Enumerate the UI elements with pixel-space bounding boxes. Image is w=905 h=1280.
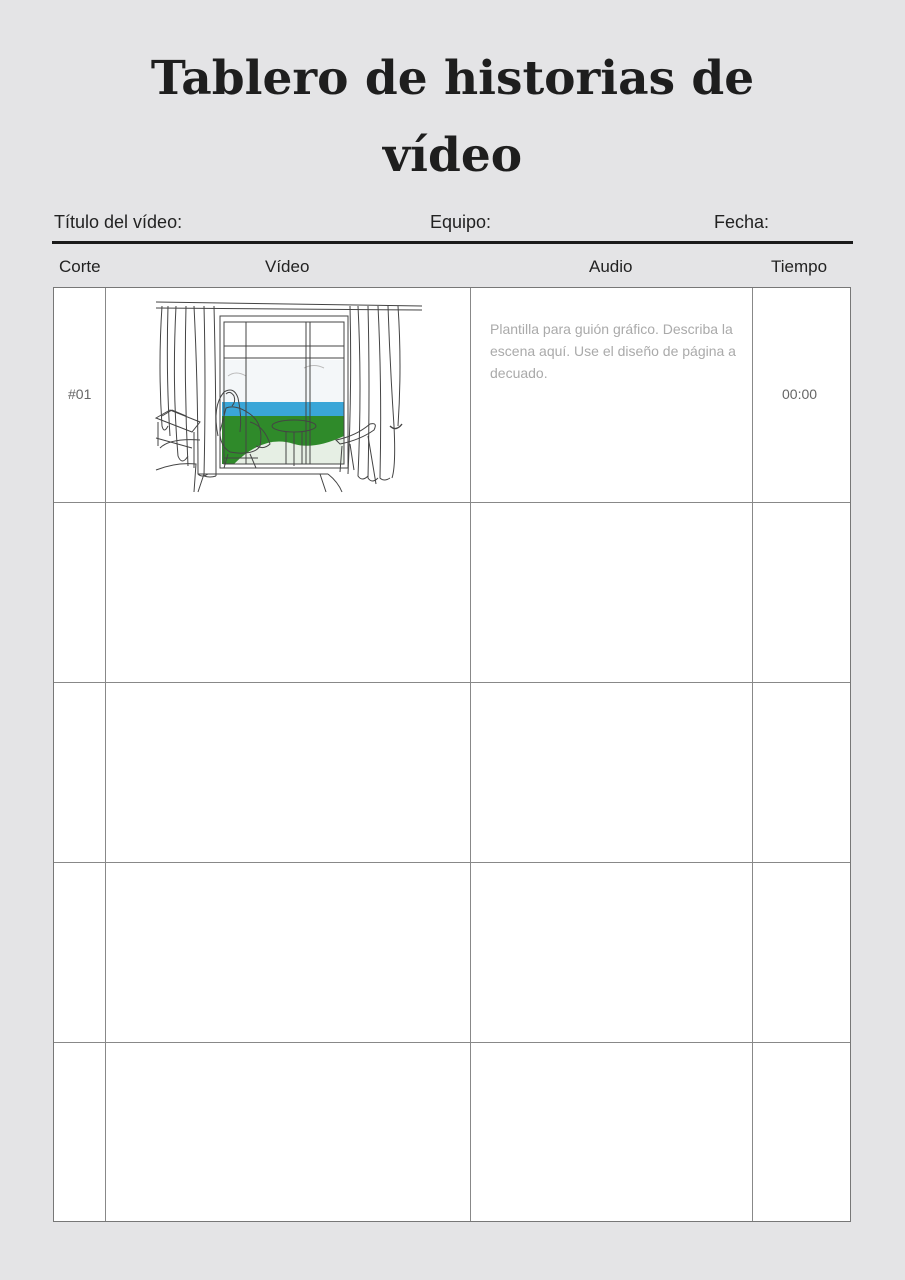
row-divider	[54, 1042, 850, 1043]
column-header-audio: Audio	[589, 257, 633, 276]
page-title	[0, 40, 905, 194]
column-header-time: Tiempo	[771, 257, 828, 276]
row-1-time: 00:00	[782, 386, 818, 402]
video-title-label: Título del vídeo:	[54, 212, 183, 232]
title-line-1: Tablero de historias de	[150, 51, 755, 106]
column-header-cut: Corte	[59, 257, 101, 276]
column-divider	[470, 288, 471, 1221]
window-scene-sketch	[154, 298, 424, 498]
row-1-cut: #01	[68, 386, 92, 402]
row-divider	[54, 502, 850, 503]
column-divider	[752, 288, 753, 1221]
row-1-audio[interactable]: Plantilla para guión gráfico. Describa la escena aquí. Use el diseño de página adecuado.	[490, 321, 736, 381]
date-label: Fecha:	[714, 212, 770, 232]
header-rule	[52, 241, 853, 244]
column-divider	[105, 288, 106, 1221]
team-label: Equipo:	[430, 212, 492, 232]
row-divider	[54, 682, 850, 683]
row-divider	[54, 862, 850, 863]
title-line-2: vídeo	[382, 128, 523, 183]
column-header-video: Vídeo	[265, 257, 310, 276]
storyboard-table	[53, 287, 851, 1222]
